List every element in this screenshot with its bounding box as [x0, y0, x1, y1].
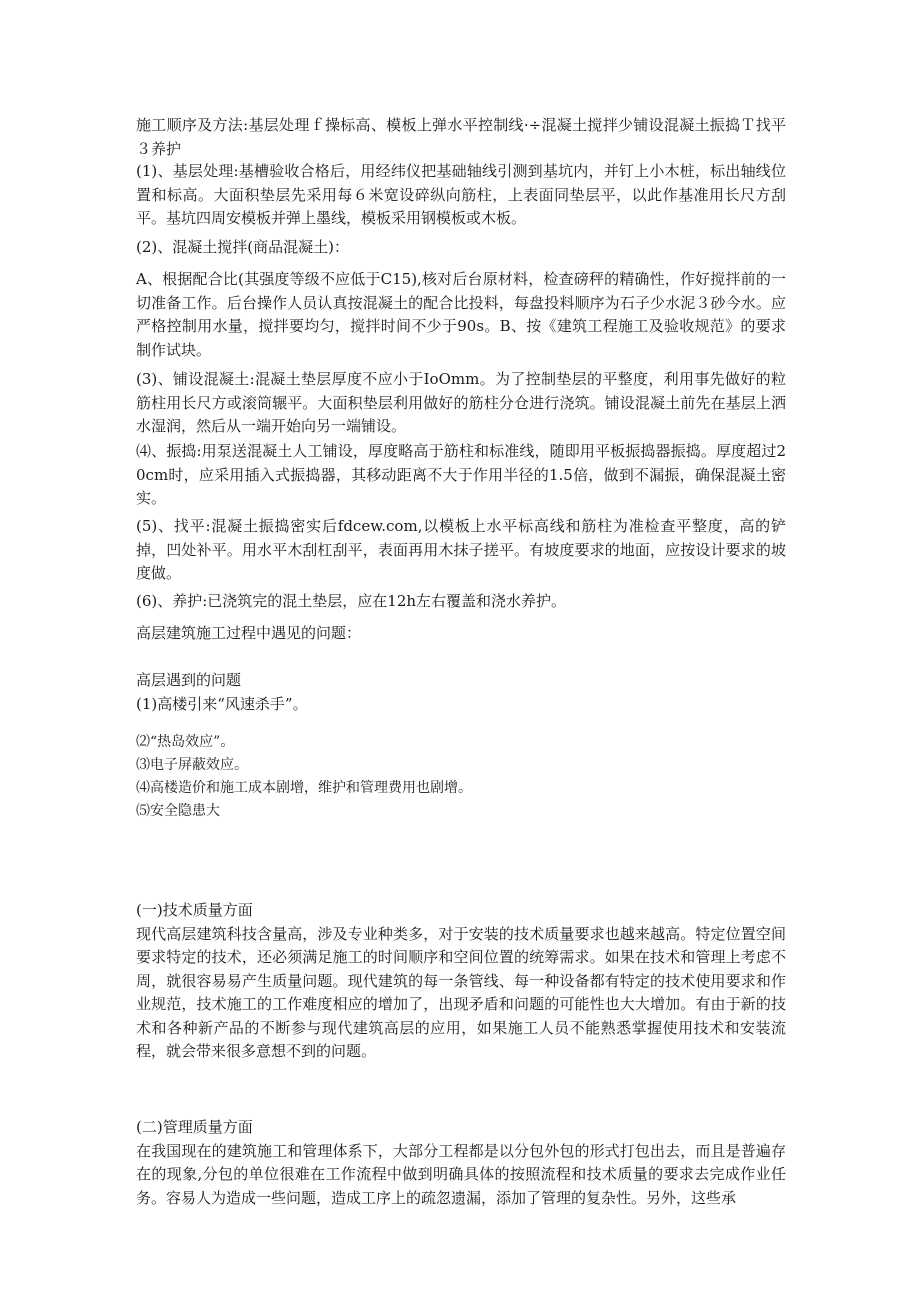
problems-heading: 高层遇到的问题 — [136, 671, 242, 689]
management-quality-body: 在我国现在的建筑施工和管理体系下，大部分工程都是以分包外包的形式打包出去，而且是普遍存在的现象,分包的单位很难在工作流程中做到明确具体的按照流程和技术质量的要求去完成作业任务。容易人为造成一些问题，造成工序上的疏忽遗漏，添加了管理的复杂性。另外，这些承 — [136, 1141, 786, 1207]
curing-paragraph: (6)、养护:已浇筑完的混土垫层，应在12h左右覆盖和浇水养护。 — [136, 592, 567, 610]
laying-paragraph: (3)、铺设混凝土:混凝土垫层厚度不应小于IoOmm。为了控制垫层的平整度，利用事先做好的粒筋柱用长尺方或滚筒辗平。大面积垫层利用做好的筋柱分仓进行浇筑。铺设混凝土前先在基层上洒水湿润，然后从一端开始向另一端铺设。 — [136, 370, 786, 435]
leveling-paragraph: (5)、找平:混凝土振捣密实后fdcew.com,以模板上水平标高线和筋柱为准检查平整度，高的铲掉，凹处补平。用水平木刮杠刮平，表面再用木抹子搓平。有坡度要求的地面，应按设计要求的坡度做。 — [136, 517, 786, 582]
problems-list — [136, 669, 786, 716]
vibrating-paragraph: ⑷、振捣:用泵送混凝土人工铺设，厚度略高于筋柱和标准线，随即用平板振捣器振捣。厚度超过20cm时，应采用插入式振捣器，其移动距离不大于作用半径的1.5倍，做到不漏振，确保混凝土密实。 — [136, 442, 786, 507]
management-quality-heading: (二)管理质量方面 — [136, 1118, 253, 1136]
construction-order-paragraph: 施工顺序及方法:基层处理ｆ操标高、模板上弹水平控制线·÷混凝土搅拌少铺设混凝土振捣Ｔ找平３养护 — [136, 116, 786, 158]
problems-intro: 高层建筑施工过程中遇见的问题： — [136, 624, 362, 642]
technical-quality-body: 现代高层建筑科技含量高，涉及专业种类多，对于安装的技术质量要求也越来越高。特定位置空间要求特定的技术，还必须满足施工的时间顺序和空间位置的统筹需求。如果在技术和管理上考虑不周，就很容易易产生质量问题。现代建筑的每一条管线、每一种设备都有特定的技术使用要求和作业规范，技术施工的工作难度相应的增加了，出现矛盾和问题的可能性也大大增加。有由于新的技术和各种新产品的不断参与现代建筑高层的应用，如果施工人员不能熟悉掌握使用技术和安装流程，就会带来很多意想不到的问题。 — [136, 924, 786, 1060]
technical-quality-heading: (一)技术质量方面 — [136, 901, 253, 919]
list-item: ⑶电子屏蔽效应。 — [136, 757, 248, 773]
management-quality-section — [136, 1116, 786, 1210]
technical-quality-section — [136, 899, 786, 1064]
list-item: ⑵“热岛效应”。 — [136, 734, 235, 750]
list-item: ⑸安全隐患大 — [136, 803, 220, 819]
mixing-title: (2)、混凝土搅拌(商品混凝土)： — [136, 238, 349, 256]
problems-list-continued — [136, 731, 786, 823]
list-item: (1)高楼引来“风速杀手”。 — [136, 694, 308, 713]
list-item: ⑷高楼造价和施工成本剧增，维护和管理费用也剧增。 — [136, 780, 472, 796]
mixing-paragraph: A、根据配合比(其强度等级不应低于C15),核对后台原材料，检查磅秤的精确性，作好搅拌前的一切准备工作。后台操作人员认真按混凝土的配合比投料，每盘投料顺序为石子少水泥３砂今水。应严格控制用水量，搅拌要均匀，搅拌时间不少于90s。B、按《建筑工程施工及验收规范》的要求制作试块。 — [136, 270, 786, 359]
base-treatment-paragraph: (1)、基层处理:基槽验收合格后，用经纬仪把基础轴线引测到基坑内，并钉上小木桩，标出轴线位置和标高。大面积垫层先采用每６米宽设碎纵向筋柱，上表面同垫层平，以此作基准用长尺方刮平。基坑四周安模板并弹上墨线，模板采用钢模板或木板。 — [136, 162, 786, 227]
